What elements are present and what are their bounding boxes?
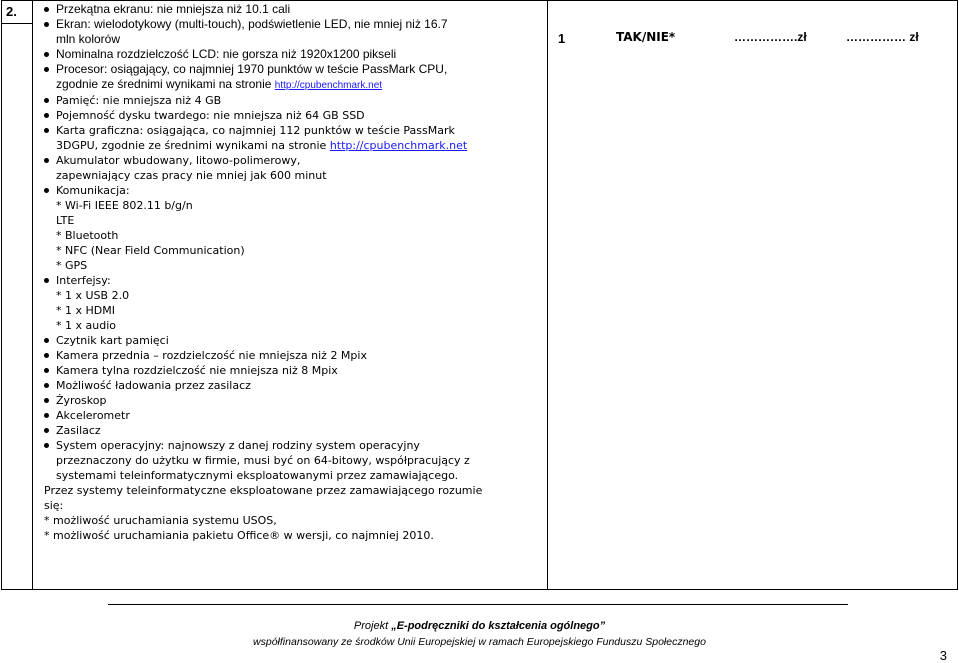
column-divider	[547, 1, 548, 589]
footer-divider	[108, 604, 848, 605]
list-item: Pamięć: nie mniejsza niż 4 GB	[44, 93, 540, 108]
list-subitem: * Wi-Fi IEEE 802.11 b/g/n	[56, 199, 193, 212]
list-subitem: * 1 x audio	[56, 319, 116, 332]
os-note: się:	[44, 499, 64, 512]
list-item: Zasilacz	[44, 423, 540, 438]
list-item-continued: przeznaczony do użytku w firmie, musi być on 64-bitowy, współpracujący z	[56, 454, 470, 467]
list-item: Przekątna ekranu: nie mniejsza niż 10.1 cali	[44, 2, 540, 17]
list-item-continued: zgodnie ze średnimi wynikami na stronie http://cpubenchmark.net	[56, 77, 383, 91]
list-item: Możliwość ładowania przez zasilacz	[44, 378, 540, 393]
cofinance-note: współfinansowany ze środków Unii Europejskiej w ramach Europejskiego Funduszu Społecznego	[253, 636, 706, 648]
cpubenchmark-link[interactable]: http://cpubenchmark.net	[274, 80, 383, 91]
project-title: Projekt „E-podręczniki do kształcenia ogólnego”	[353, 620, 606, 632]
list-item: Żyroskop	[44, 393, 540, 408]
list-item: Akumulator wbudowany, litowo-polimerowy,	[44, 153, 540, 168]
list-item: Pojemność dysku twardego: nie mniejsza niż 64 GB SSD	[44, 108, 540, 123]
list-subitem: * Bluetooth	[56, 229, 119, 242]
list-item: System operacyjny: najnowszy z danej rodziny system operacyjny	[44, 438, 540, 453]
os-note: Przez systemy teleinformatyczne eksploatowane przez zamawiającego rozumie	[44, 484, 483, 497]
list-item: Kamera przednia – rozdzielczość nie mniejsza niż 2 Mpix	[44, 348, 540, 363]
row-number-divider	[2, 23, 32, 24]
os-note: * możliwość uruchamiania systemu USOS,	[44, 514, 277, 527]
list-subitem: LTE	[56, 214, 75, 227]
list-item: Nominalna rozdzielczość LCD: nie gorsza niż 1920x1200 pikseli	[44, 47, 540, 62]
row-number: 2.	[6, 4, 17, 19]
list-item: Karta graficzna: osiągająca, co najmniej 112 punktów w teście PassMark	[44, 123, 540, 138]
list-item-continued: 3DGPU, zgodnie ze średnimi wynikami na stronie http://cpubenchmark.net	[56, 139, 468, 152]
list-item-continued: zapewniający czas pracy nie mniej jak 600 minut	[56, 169, 327, 182]
list-item: Ekran: wielodotykowy (multi-touch), podświetlenie LED, nie mniej niż 16.7	[44, 17, 540, 32]
os-note: * możliwość uruchamiania pakietu Office® w wersji, co najmniej 2010.	[44, 529, 434, 542]
list-item: Procesor: osiągający, co najmniej 1970 punktów w teście PassMark CPU,	[44, 62, 540, 77]
list-subitem: * 1 x USB 2.0	[56, 289, 130, 302]
yes-no-field: TAK/NIE*	[616, 30, 676, 44]
unit-price-field: …………….zł	[734, 30, 807, 44]
specification-list	[44, 2, 540, 543]
page-number: 3	[939, 648, 947, 663]
list-subitem: * NFC (Near Field Communication)	[56, 244, 245, 257]
list-subitem: * 1 x HDMI	[56, 304, 115, 317]
list-item: Czytnik kart pamięci	[44, 333, 540, 348]
list-subitem: * GPS	[56, 259, 88, 272]
list-item-continued: systemami teleinformatycznymi eksploatowanymi przez zamawiającego.	[56, 469, 459, 482]
list-item: Komunikacja:	[44, 183, 540, 198]
total-price-field: …………… zł	[846, 30, 919, 44]
list-item: Kamera tylna rozdzielczość nie mniejsza niż 8 Mpix	[44, 363, 540, 378]
quantity: 1	[558, 31, 566, 46]
list-item: Akcelerometr	[44, 408, 540, 423]
cpubenchmark-link[interactable]: http://cpubenchmark.net	[329, 139, 468, 152]
list-item: Interfejsy:	[44, 273, 540, 288]
list-item-continued: mln kolorów	[56, 32, 121, 46]
column-divider	[32, 1, 33, 589]
